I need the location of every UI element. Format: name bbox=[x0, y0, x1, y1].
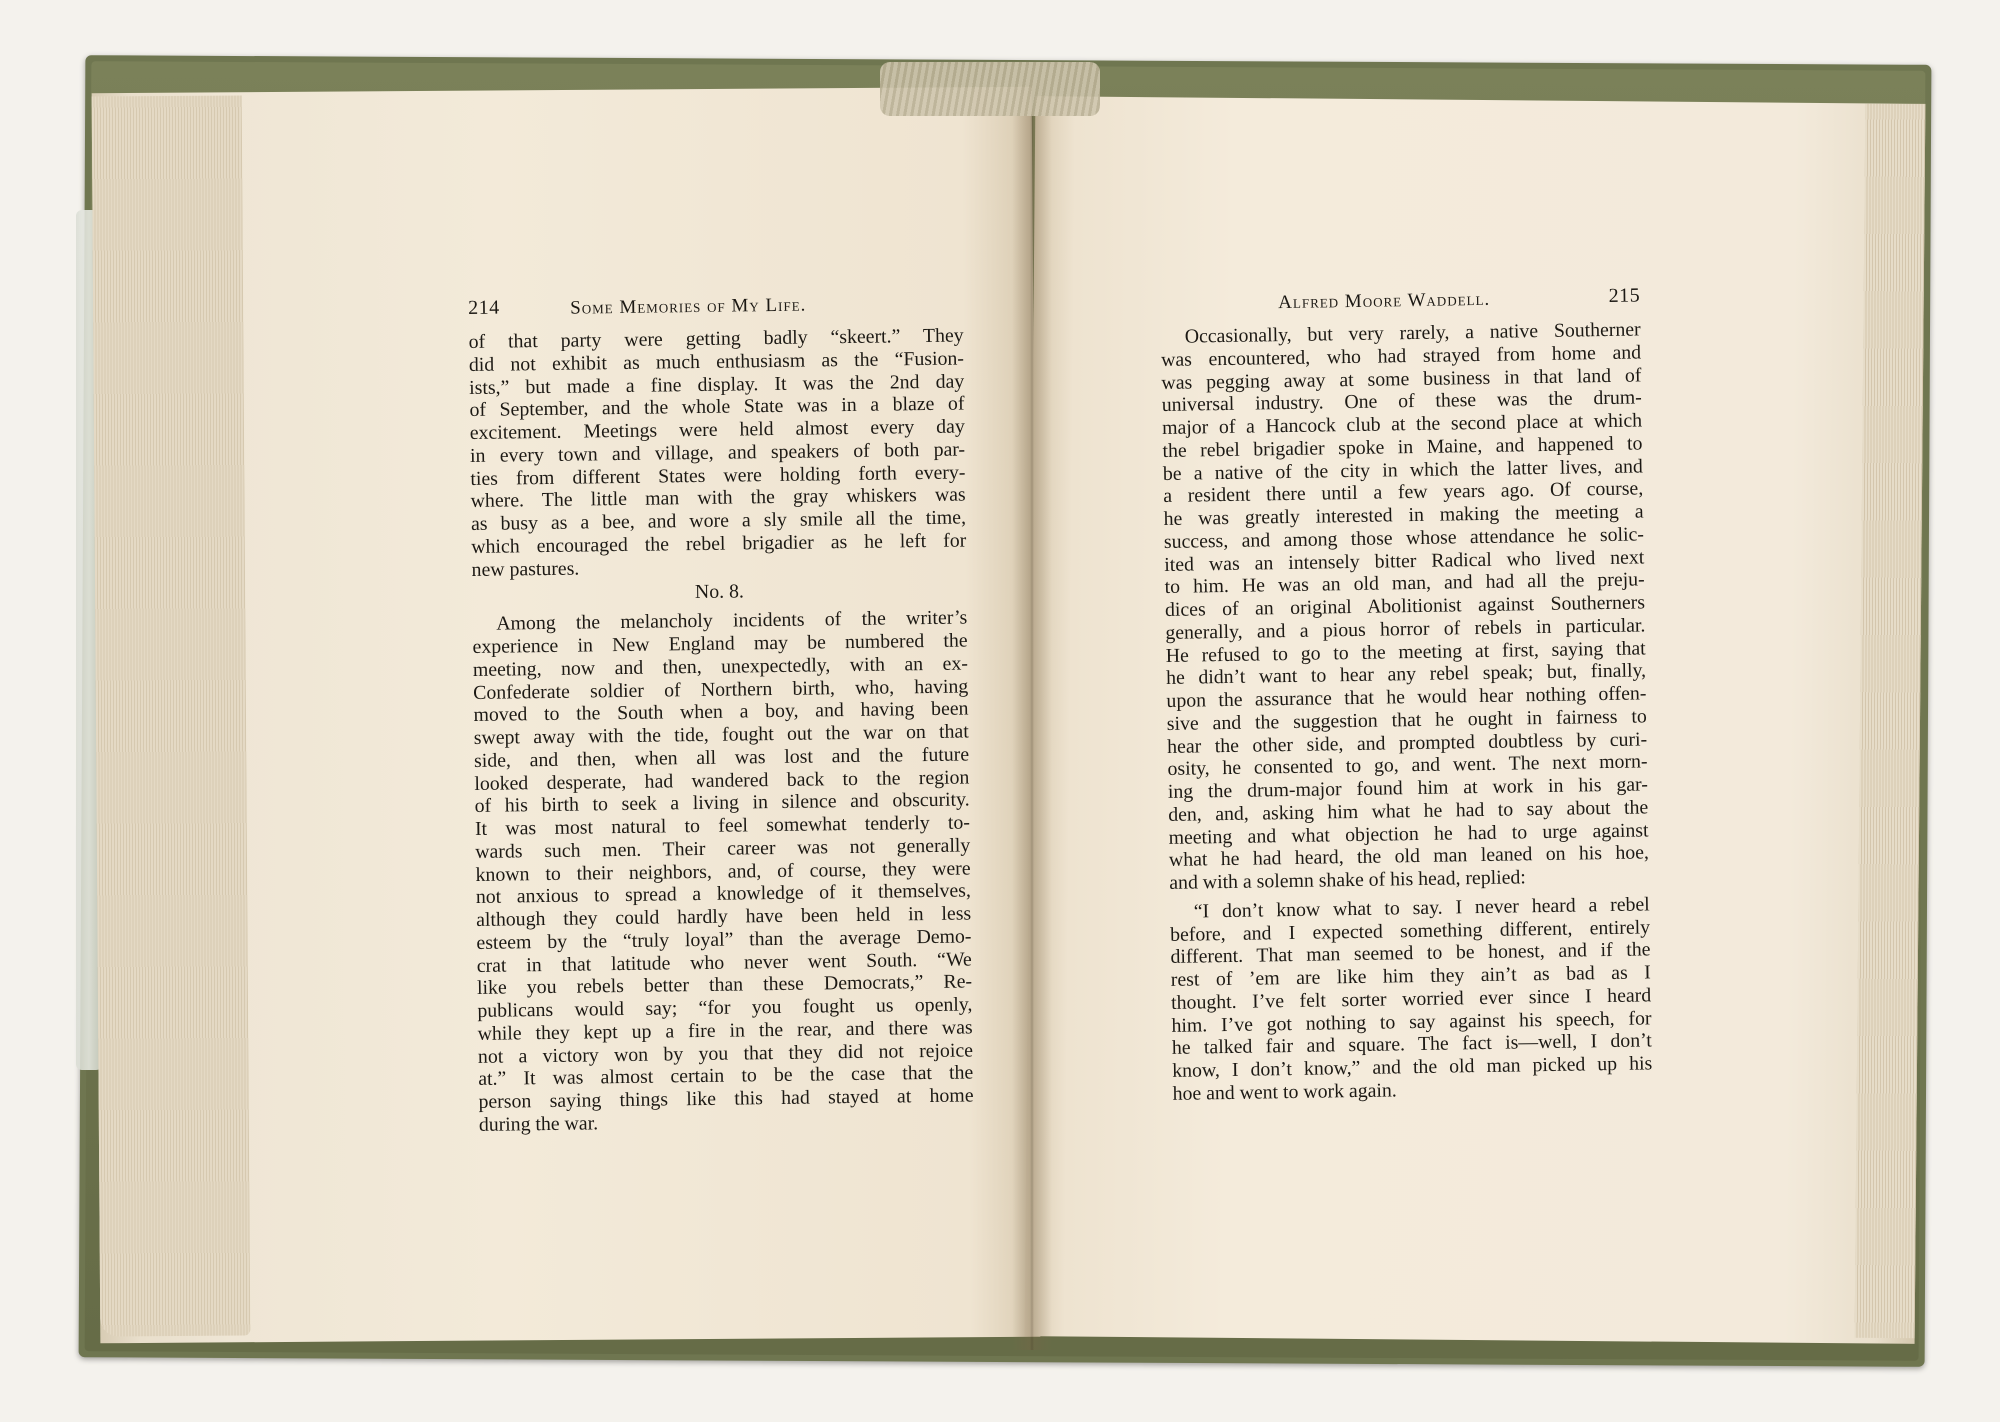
left-page-text bbox=[468, 289, 974, 1137]
left-page-edges bbox=[92, 95, 251, 1336]
text-line: hoe and went to work again. bbox=[1172, 1079, 1397, 1105]
text-line: during the war. bbox=[478, 1112, 599, 1136]
text-line: he was greatly interested in making the meeting a bbox=[1163, 500, 1644, 530]
section-heading: No. 8. bbox=[694, 580, 745, 604]
text-line: was encountered, who had strayed from home and bbox=[1160, 341, 1642, 371]
text-line: known to their neighbors, and, of course, they were bbox=[475, 856, 971, 886]
text-line: while they kept up a fire in the rear, and there was bbox=[477, 1016, 973, 1045]
text-line: he didn’t want to hear any rebel speak; but, finally, bbox=[1165, 659, 1647, 690]
text-line: different. That man seemed to be honest, and if the bbox=[1170, 938, 1651, 969]
text-line: did not exhibit as much enthusiasm as the “Fusion- bbox=[468, 347, 965, 376]
text-line: which encouraged the rebel brigadier as he left for bbox=[471, 529, 967, 558]
text-line: like you rebels better than these Democrats,” Re- bbox=[476, 970, 973, 1000]
text-line: swept away with the tide, fought out the war on that bbox=[473, 720, 969, 749]
text-line: side, and then, when all was lost and the future bbox=[473, 743, 970, 772]
text-line: It was most natural to feel somewhat tenderly to- bbox=[474, 811, 971, 840]
text-line: be a native of the city in which the latter lives, and bbox=[1162, 454, 1643, 485]
text-line: and with a solemn shake of his head, replied: bbox=[1169, 866, 1526, 894]
left-running-title: Some Memories of My Life. bbox=[570, 294, 807, 319]
right-paragraph-1 bbox=[1161, 318, 1650, 894]
text-line: ties from different States were holding forth every- bbox=[470, 461, 966, 490]
text-line: publicans would say; “for you fought us openly, bbox=[477, 993, 973, 1022]
text-line: excitement. Meetings were held almost every day bbox=[469, 415, 965, 444]
text-line: was pegging away at some business in that land of bbox=[1161, 363, 1642, 394]
right-running-title: Alfred Moore Waddell. bbox=[1278, 288, 1491, 314]
text-line: “I don’t know what to say. I never heard a rebel bbox=[1193, 893, 1650, 923]
text-line: him. I’ve got nothing to say against his speech, for bbox=[1171, 1006, 1652, 1037]
text-line: not anxious to spread a knowledge of it themselves, bbox=[475, 879, 971, 909]
text-line: a resident there until a few years ago. Of course, bbox=[1163, 477, 1644, 508]
text-line: He refused to go to the meeting at first, saying that bbox=[1165, 636, 1646, 667]
text-line: esteem by the “truly loyal” than the average Demo- bbox=[476, 925, 972, 954]
text-line: success, and among those whose attendance he solic- bbox=[1163, 523, 1645, 553]
right-page-text bbox=[1160, 282, 1653, 1105]
text-line: crat in that latitude who never went South. “We bbox=[476, 947, 972, 977]
text-line: although they could hardly have been held in less bbox=[476, 902, 972, 931]
text-line: thought. I’ve felt sorter worried ever since I heard bbox=[1171, 984, 1652, 1014]
text-line: universal industry. One of these was the drum- bbox=[1161, 386, 1642, 417]
text-line: at.” It was almost certain to be the case that the bbox=[478, 1061, 974, 1091]
right-page-header bbox=[1160, 282, 1641, 326]
right-page-edges bbox=[1855, 104, 1926, 1338]
text-line: to him. He was an old man, and had all the preju- bbox=[1164, 568, 1645, 599]
text-line: Occasionally, but very rarely, a native Southerner bbox=[1184, 318, 1641, 348]
text-line: ists,” but made a fine display. It was the 2nd day bbox=[469, 370, 965, 399]
text-line: ing the drum-major found him at work in his gar- bbox=[1167, 773, 1648, 803]
spine-binding bbox=[880, 62, 1100, 116]
text-line: major of a Hancock club at the second place at which bbox=[1161, 409, 1643, 439]
text-line: of that party were getting badly “skeert.” They bbox=[468, 324, 964, 353]
left-page-header bbox=[468, 289, 963, 331]
text-line: moved to the South when a boy, and having been bbox=[473, 697, 969, 727]
book-gutter bbox=[1012, 80, 1052, 1350]
text-line: person saying things like this had stayed at home bbox=[478, 1084, 974, 1113]
text-line: the rebel brigadier spoke in Maine, and happened to bbox=[1162, 432, 1643, 462]
text-line: meeting, now and then, unexpectedly, with an ex- bbox=[472, 652, 969, 681]
text-line: den, and, asking him what he had to say about the bbox=[1168, 796, 1649, 826]
text-line: where. The little man with the gray whiskers was bbox=[470, 483, 966, 513]
text-line: what he had heard, the old man leaned on his hoe, bbox=[1168, 841, 1650, 872]
text-line: ited was an intensely bitter Radical who lived next bbox=[1164, 545, 1645, 576]
text-line: wards such men. Their career was not generally bbox=[475, 834, 971, 863]
text-line: rest of ’em are like him they ain’t as bad as I bbox=[1170, 961, 1651, 991]
text-line: hear the other side, and prompted doubtless by curi- bbox=[1166, 727, 1648, 758]
text-line: of September, and the whole State was in a blaze of bbox=[469, 392, 965, 422]
text-line: dices of an original Abolitionist against Southerners bbox=[1164, 591, 1646, 621]
left-paragraph-1 bbox=[468, 325, 966, 582]
text-line: experience in New England may be numbered the bbox=[472, 629, 968, 658]
text-line: generally, and a pious horror of rebels in particular. bbox=[1165, 614, 1646, 644]
left-paragraph-2 bbox=[472, 607, 974, 1137]
text-line: before, and I expected something different, entirely bbox=[1169, 915, 1651, 946]
text-line: as busy as a bee, and wore a sly smile all the time, bbox=[470, 506, 967, 535]
text-line: not a victory won by you that they did not rejoice bbox=[477, 1038, 974, 1068]
text-line: in every town and village, and speakers of both par- bbox=[469, 438, 966, 467]
right-paragraph-2 bbox=[1170, 893, 1653, 1105]
text-line: know, I don’t know,” and the old man picked up his bbox=[1172, 1052, 1653, 1082]
text-line: Among the melancholy incidents of the writer’s bbox=[496, 606, 968, 635]
text-line: he talked fair and square. The fact is—well, I don’t bbox=[1171, 1029, 1653, 1060]
left-page-number: 214 bbox=[468, 296, 500, 319]
right-page-number: 215 bbox=[1608, 284, 1641, 307]
text-line: looked desperate, had wandered back to the region bbox=[474, 765, 970, 795]
text-line: upon the assurance that he would hear nothing offen- bbox=[1166, 682, 1647, 712]
text-line: sive and the suggestion that he ought in fairness to bbox=[1166, 705, 1647, 735]
text-line: new pastures. bbox=[471, 557, 580, 581]
text-line: Confederate soldier of Northern birth, who, having bbox=[473, 674, 969, 704]
text-line: meeting and what objection he had to urge against bbox=[1168, 818, 1649, 849]
text-line: of his birth to seek a living in silence and obscurity. bbox=[474, 788, 970, 818]
text-line: osity, he consented to go, and went. The next morn- bbox=[1167, 750, 1648, 781]
